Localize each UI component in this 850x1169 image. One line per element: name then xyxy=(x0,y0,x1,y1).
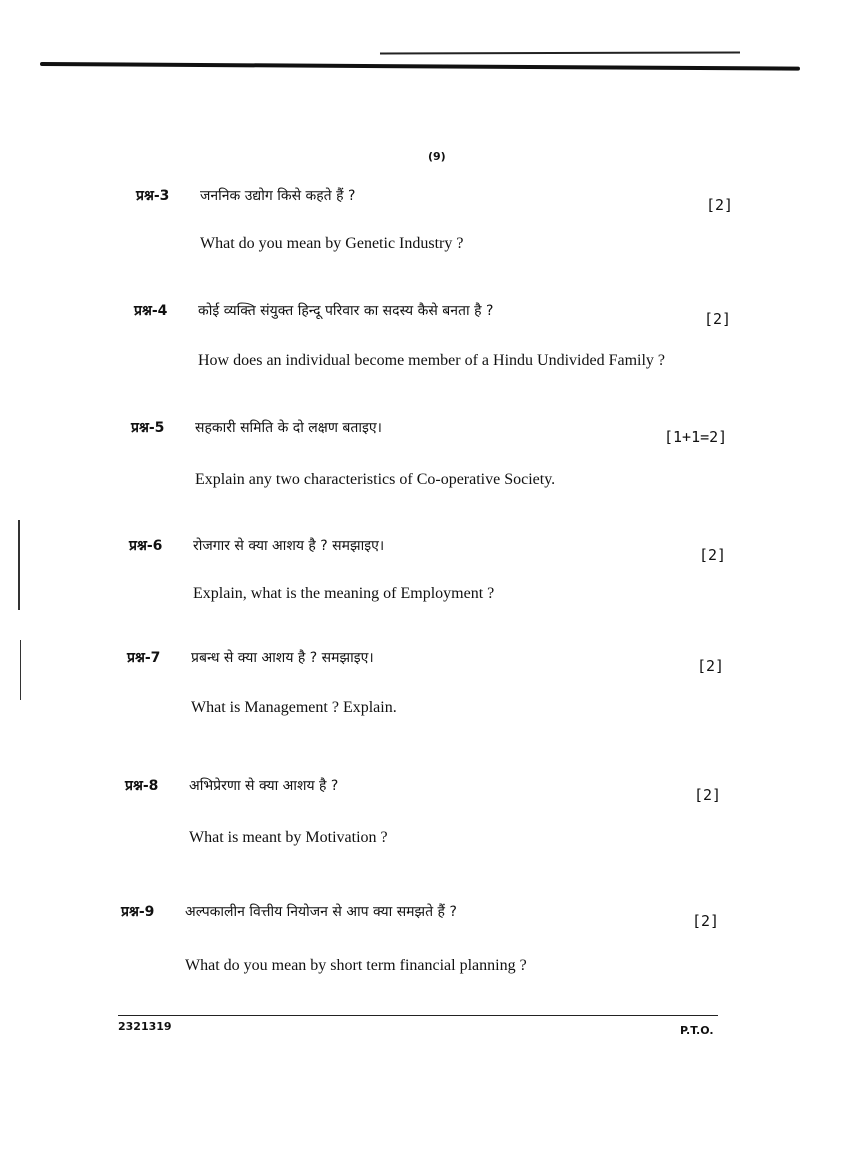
question-english-text: What is meant by Motivation ? xyxy=(189,829,388,846)
question-label: प्रश्न-6 xyxy=(129,538,163,554)
question-7 xyxy=(127,648,397,717)
question-hindi-text: सहकारी समिति के दो लक्षण बताइए। xyxy=(195,420,382,436)
question-label: प्रश्न-9 xyxy=(121,904,155,920)
question-hindi-text: जननिक उद्योग किसे कहते हैं ? xyxy=(200,188,356,204)
question-label: प्रश्न-8 xyxy=(125,778,159,794)
footer-divider xyxy=(118,1015,718,1016)
question-english-text: What is Management ? Explain. xyxy=(191,699,397,716)
question-hindi-text: कोई व्यक्ति संयुक्त हिन्दू परिवार का सदस्य कैसे बनता है ? xyxy=(198,303,494,319)
page-number: (9) xyxy=(428,150,446,163)
question-english-text: What do you mean by short term financial planning ? xyxy=(185,957,527,974)
please-turn-over: P.T.O. xyxy=(680,1024,714,1037)
question-label: प्रश्न-5 xyxy=(131,420,165,436)
question-label: प्रश्न-7 xyxy=(127,650,161,666)
question-4 xyxy=(134,301,665,370)
question-6 xyxy=(129,536,494,603)
question-hindi-text: रोजगार से क्या आशय है ? समझाइए। xyxy=(193,538,385,554)
question-marks: [2] xyxy=(699,546,727,564)
question-3 xyxy=(136,186,463,253)
paper-code: 2321319 xyxy=(118,1020,172,1033)
question-marks: [2] xyxy=(706,196,734,214)
question-marks: [2] xyxy=(694,786,722,804)
question-english-text: Explain any two characteristics of Co-operative Society. xyxy=(195,471,556,488)
question-marks: [2] xyxy=(704,310,732,328)
question-8 xyxy=(125,776,388,847)
question-marks: [1+1=2] xyxy=(664,428,728,446)
question-5 xyxy=(131,418,555,489)
question-hindi-text: अभिप्रेरणा से क्या आशय है ? xyxy=(189,778,339,794)
question-english-text: How does an individual become member of a Hindu Undivided Family ? xyxy=(198,352,666,369)
question-marks: [2] xyxy=(692,912,720,930)
page-top-border xyxy=(40,62,800,71)
question-label: प्रश्न-4 xyxy=(134,303,168,319)
question-english-text: What do you mean by Genetic Industry ? xyxy=(200,235,464,252)
question-marks: [2] xyxy=(697,657,725,675)
question-9 xyxy=(121,902,527,975)
scan-margin-mark xyxy=(20,640,21,700)
scan-margin-mark xyxy=(18,520,20,610)
question-hindi-text: प्रबन्ध से क्या आशय है ? समझाइए। xyxy=(191,650,374,666)
question-label: प्रश्न-3 xyxy=(136,188,170,204)
scan-edge-line xyxy=(380,52,740,55)
question-hindi-text: अल्पकालीन वित्तीय नियोजन से आप क्या समझते हैं ? xyxy=(185,904,457,920)
question-english-text: Explain, what is the meaning of Employment ? xyxy=(193,585,495,602)
